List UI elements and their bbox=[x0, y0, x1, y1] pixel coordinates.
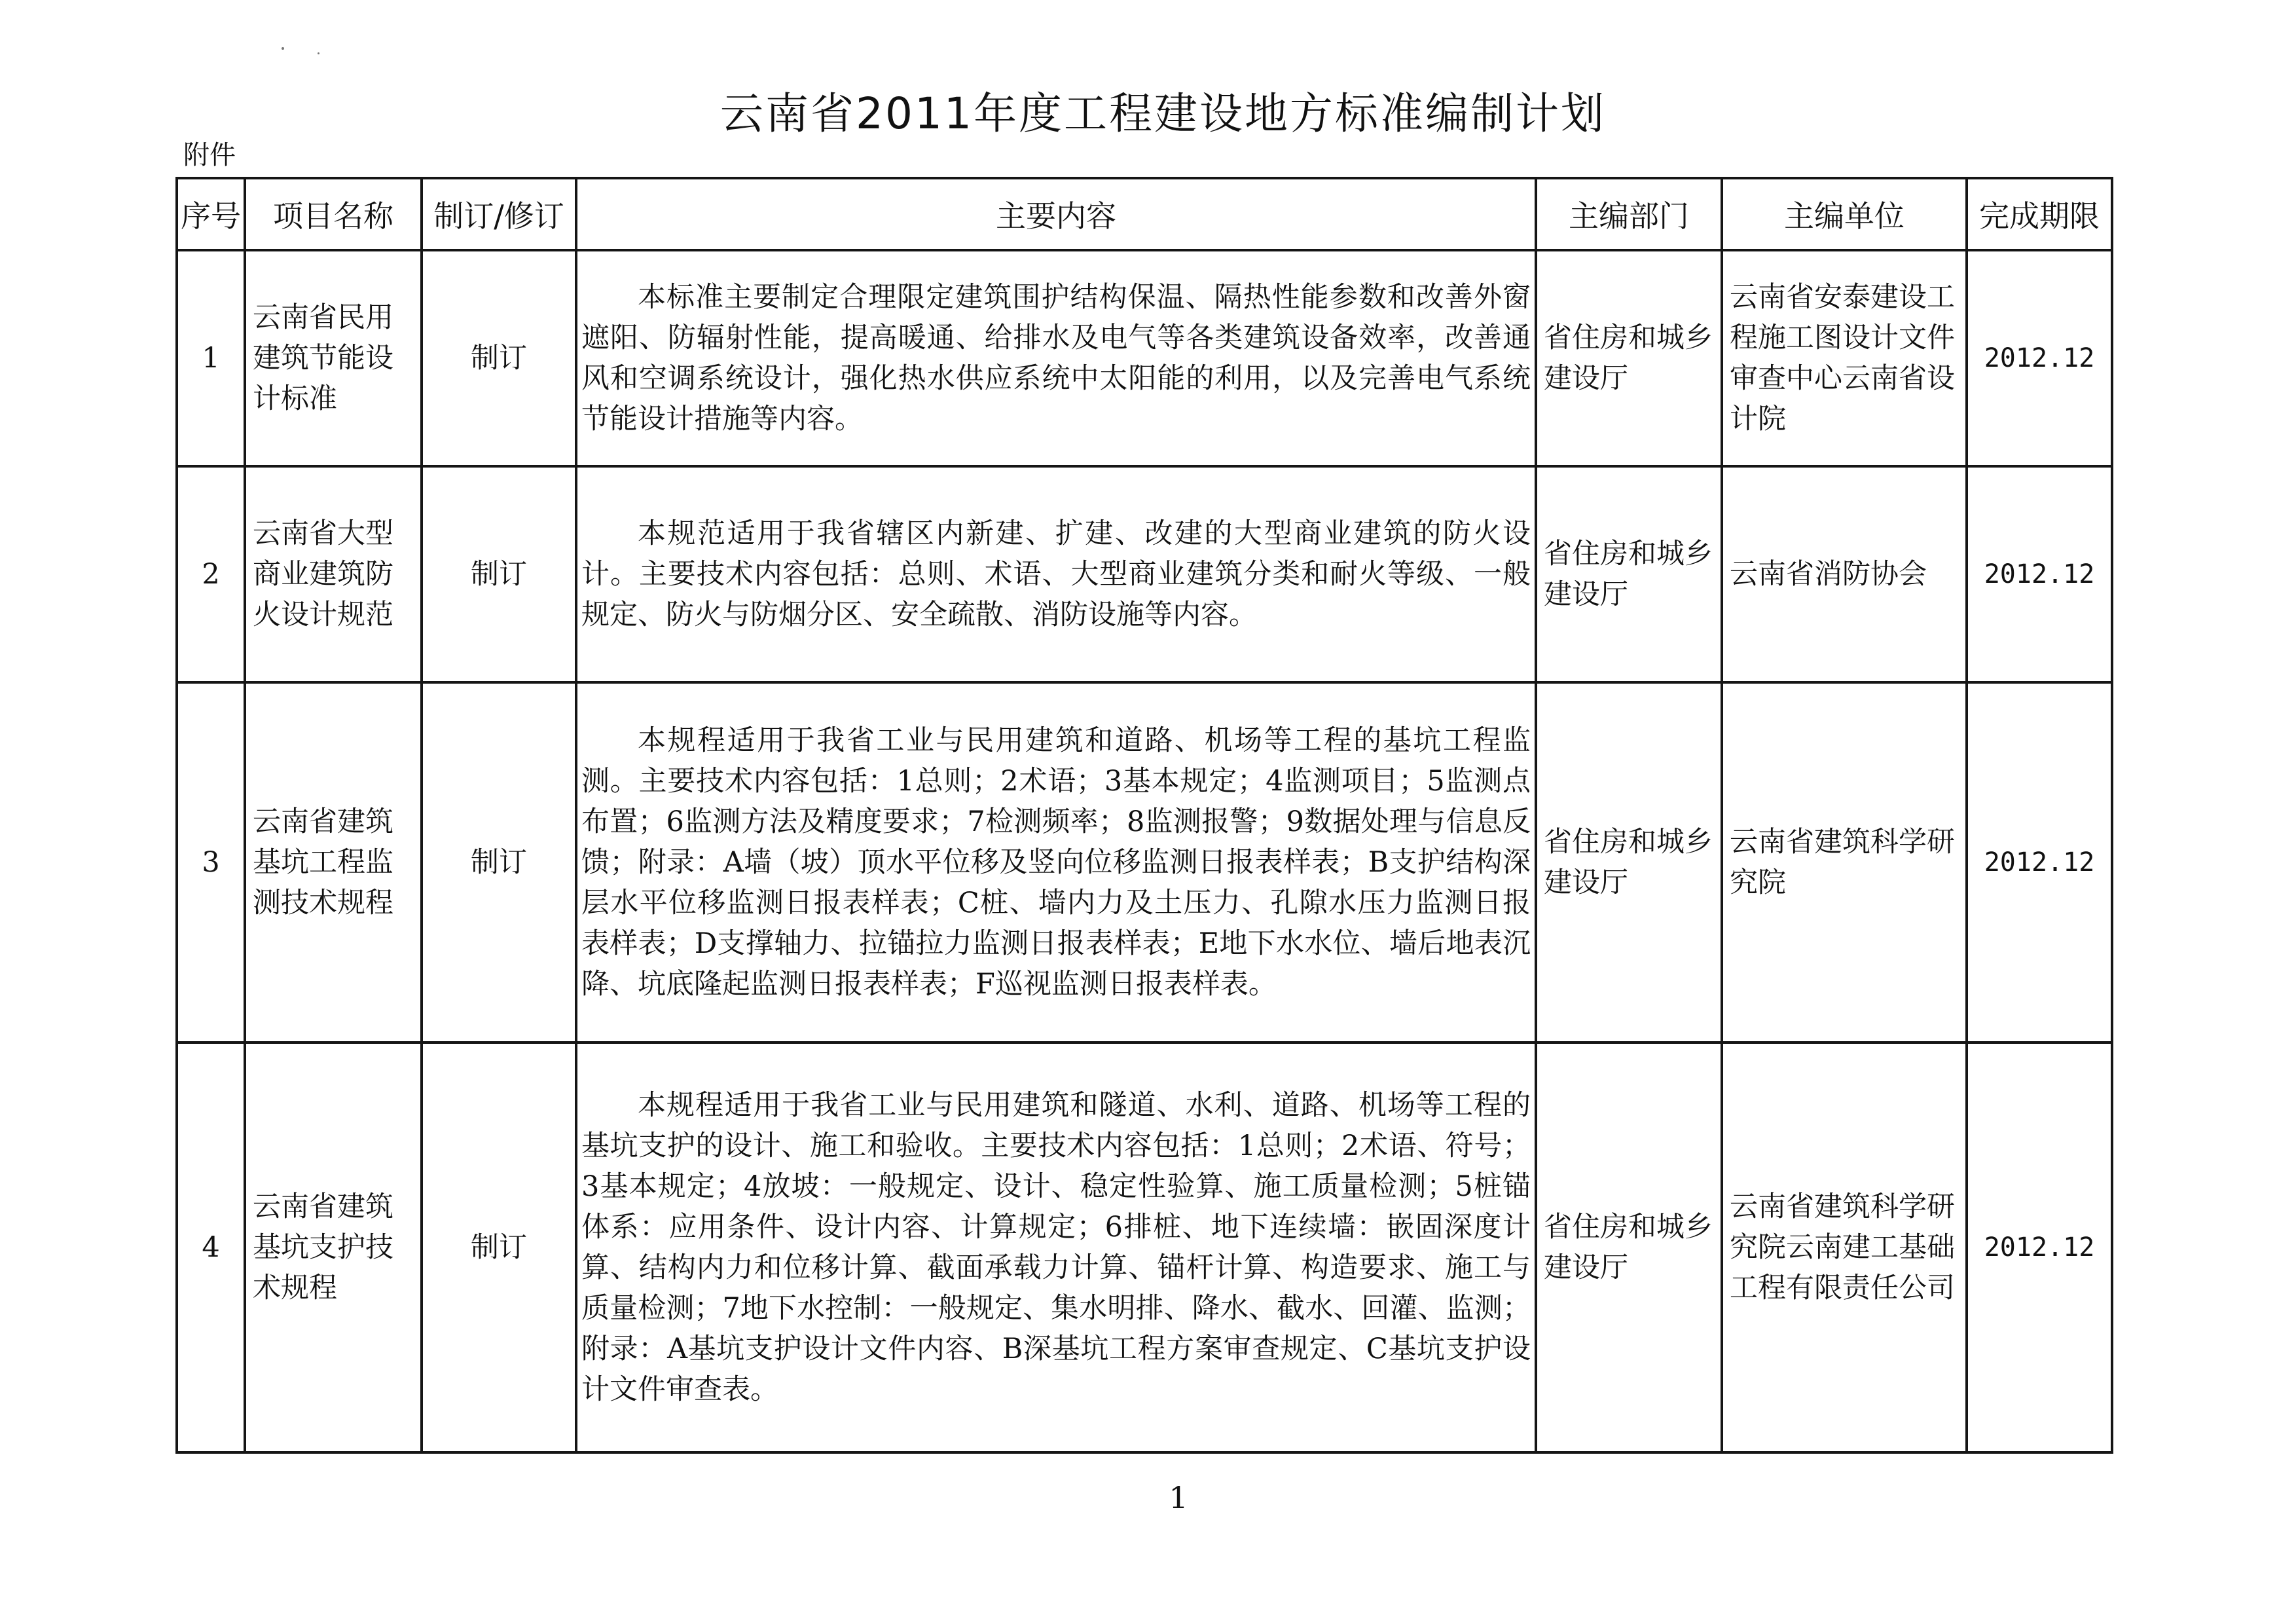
row-deadline: 2012.12 bbox=[1967, 466, 2112, 682]
row-project-name: 云南省建筑基坑支护技术规程 bbox=[245, 1043, 422, 1452]
header-no: 序号 bbox=[177, 178, 245, 250]
row-project-name: 云南省民用建筑节能设计标准 bbox=[245, 250, 422, 466]
row-dept: 省住房和城乡建设厅 bbox=[1536, 466, 1722, 682]
table-header-row bbox=[177, 178, 2112, 250]
header-deadline: 完成期限 bbox=[1967, 178, 2112, 250]
row-type: 制订 bbox=[422, 250, 576, 466]
row-content: 本规范适用于我省辖区内新建、扩建、改建的大型商业建筑的防火设计。主要技术内容包括：总则、术语、大型商业建筑分类和耐火等级、一般规定、防火与防烟分区、安全疏散、消防设施等内容。 bbox=[581, 517, 1531, 631]
table-row bbox=[177, 250, 2112, 466]
row-deadline: 2012.12 bbox=[1967, 682, 2112, 1043]
row-no: 3 bbox=[177, 682, 245, 1043]
row-project-name: 云南省建筑基坑工程监测技术规程 bbox=[245, 682, 422, 1043]
row-no: 1 bbox=[177, 250, 245, 466]
table-row bbox=[177, 682, 2112, 1043]
row-dept: 省住房和城乡建设厅 bbox=[1536, 1043, 1722, 1452]
header-content: 主要内容 bbox=[576, 178, 1536, 250]
row-deadline: 2012.12 bbox=[1967, 250, 2112, 466]
document-title: 云南省2011年度工程建设地方标准编制计划 bbox=[720, 88, 1606, 139]
row-deadline: 2012.12 bbox=[1967, 1043, 2112, 1452]
row-content: 本规程适用于我省工业与民用建筑和隧道、水利、道路、机场等工程的基坑支护的设计、施工和验收。主要技术内容包括：1总则；2术语、符号；3基本规定；4放坡：一般规定、设计、稳定性验算、施工质量检测；5桩锚体系：应用条件、设计内容、计算规定；6排桩、地下连续墙：嵌固深度计算、结构内力和位移计算、截面承载力计算、锚杆计算、构造要求、施工与质量检测；7地下水控制：一般规定、集水明排、降水、截水、回灌、监测；附录：A基坑支护设计文件内容、B深基坑工程方案审查规定、C基坑支护设计文件审查表。 bbox=[581, 1089, 1531, 1406]
header-project-name: 项目名称 bbox=[245, 178, 422, 250]
header-dept: 主编部门 bbox=[1536, 178, 1722, 250]
row-content: 本规程适用于我省工业与民用建筑和道路、机场等工程的基坑工程监测。主要技术内容包括：1总则；2术语；3基本规定；4监测项目；5监测点布置；6监测方法及精度要求；7检测频率；8监测报警；9数据处理与信息反馈；附录：A墙（坡）顶水平位移及竖向位移监测日报表样表；B支护结构深层水平位移监测日报表样表；C桩、墙内力及土压力、孔隙水压力监测日报表样表；D支撑轴力、拉锚拉力监测日报表样表；E地下水水位、墙后地表沉降、坑底隆起监测日报表样表；F巡视监测日报表样表。 bbox=[581, 724, 1531, 1001]
row-content-cell bbox=[576, 250, 1536, 466]
row-content-cell bbox=[576, 682, 1536, 1043]
row-org: 云南省安泰建设工程施工图设计文件审查中心云南省设计院 bbox=[1722, 250, 1967, 466]
scan-speck bbox=[318, 52, 319, 54]
row-dept: 省住房和城乡建设厅 bbox=[1536, 250, 1722, 466]
row-dept: 省住房和城乡建设厅 bbox=[1536, 682, 1722, 1043]
row-org: 云南省建筑科学研究院 bbox=[1722, 682, 1967, 1043]
table-row bbox=[177, 466, 2112, 682]
row-no: 4 bbox=[177, 1043, 245, 1452]
standards-plan-table bbox=[175, 177, 2111, 1454]
attachment-label: 附件 bbox=[183, 140, 236, 170]
row-content-cell bbox=[576, 1043, 1536, 1452]
row-type: 制订 bbox=[422, 1043, 576, 1452]
row-project-name: 云南省大型商业建筑防火设计规范 bbox=[245, 466, 422, 682]
page-number: 1 bbox=[1169, 1480, 1188, 1515]
row-no: 2 bbox=[177, 466, 245, 682]
row-content: 本标准主要制定合理限定建筑围护结构保温、隔热性能参数和改善外窗遮阳、防辐射性能，提高暖通、给排水及电气等各类建筑设备效率，改善通风和空调系统设计，强化热水供应系统中太阳能的利用，以及完善电气系统节能设计措施等内容。 bbox=[581, 281, 1531, 435]
row-org: 云南省建筑科学研究院云南建工基础工程有限责任公司 bbox=[1722, 1043, 1967, 1452]
header-type: 制订/修订 bbox=[422, 178, 576, 250]
row-type: 制订 bbox=[422, 682, 576, 1043]
row-org: 云南省消防协会 bbox=[1722, 466, 1967, 682]
table-row bbox=[177, 1043, 2112, 1452]
row-content-cell bbox=[576, 466, 1536, 682]
header-org: 主编单位 bbox=[1722, 178, 1967, 250]
row-type: 制订 bbox=[422, 466, 576, 682]
scan-speck bbox=[282, 47, 284, 50]
